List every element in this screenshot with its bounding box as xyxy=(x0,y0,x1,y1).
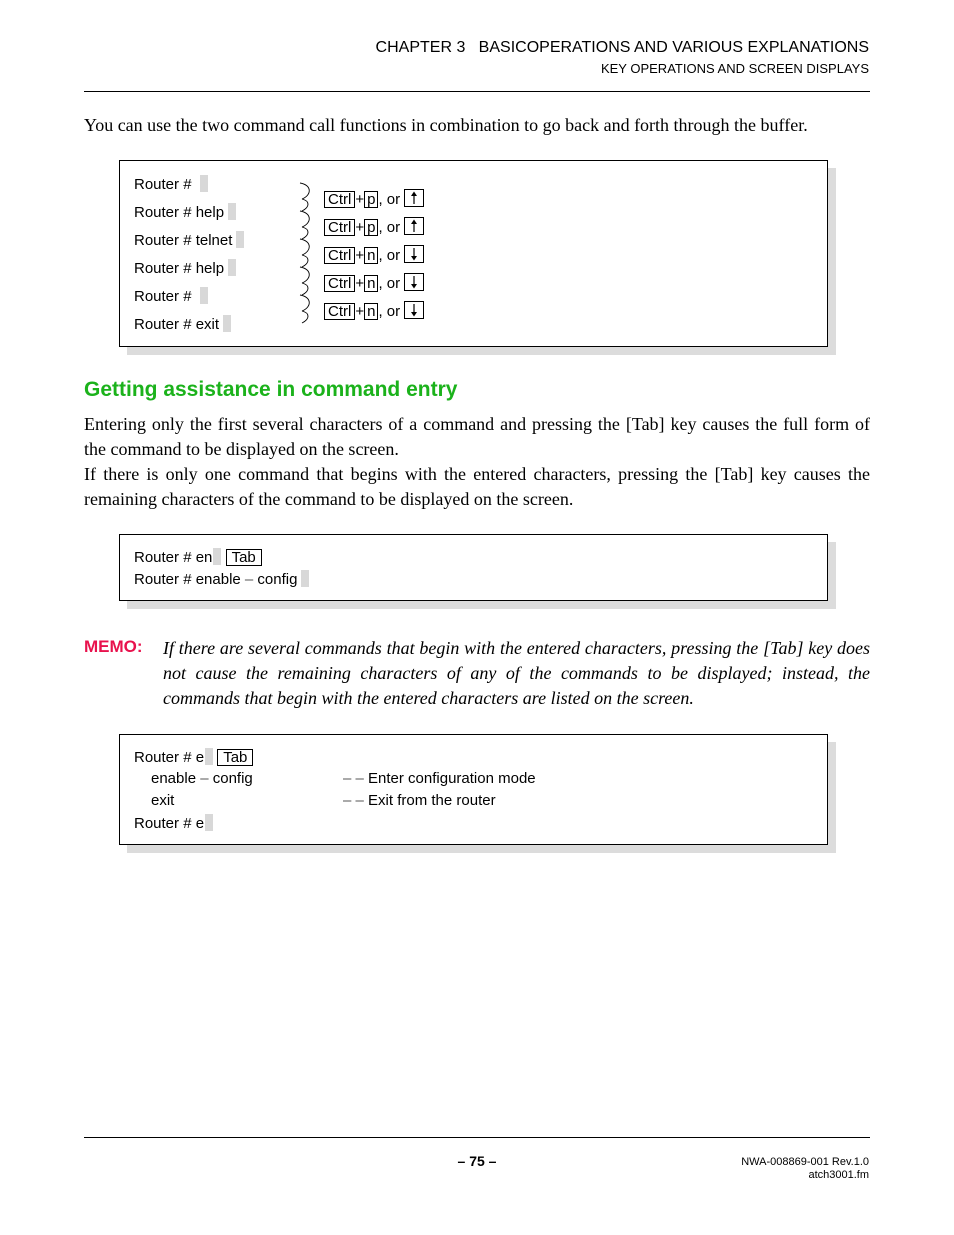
down-arrow-icon xyxy=(404,301,424,319)
ctrl-key: Ctrl xyxy=(324,303,355,320)
cursor-block xyxy=(200,287,208,304)
section-heading: Getting assistance in command entry xyxy=(84,378,458,401)
letter-key: n xyxy=(364,303,378,320)
history-line: Router # xyxy=(134,175,208,193)
memo-label: MEMO: xyxy=(84,637,143,656)
history-line: Router # telnet xyxy=(134,231,244,249)
terminal-line: Router # e xyxy=(134,814,213,832)
key-row: Ctrl + n , or xyxy=(324,273,424,292)
chapter-title: CHAPTER 3 BASICOPERATIONS AND VARIOUS EXPLANATIONS xyxy=(375,39,869,56)
cursor-block xyxy=(301,570,309,587)
cursor-block xyxy=(223,315,231,332)
command-name: enable – config xyxy=(151,770,253,787)
memo-text: If there are several commands that begin with the entered characters, pressing the [Tab] key does not cause the remaining characters of any of the commands to be displayed; instead, the commands that begin with the entered characters are listed on the screen. xyxy=(163,638,870,708)
letter-key: n xyxy=(364,247,378,264)
key-row: Ctrl + n , or xyxy=(324,245,424,264)
key-row: Ctrl + n , or xyxy=(324,301,424,320)
cursor-block xyxy=(228,259,236,276)
doc-filename: atch3001.fm xyxy=(808,1169,869,1181)
page-number: – 75 – xyxy=(457,1153,497,1169)
ctrl-key: Ctrl xyxy=(324,275,355,292)
doc-revision: NWA-008869-001 Rev.1.0 xyxy=(741,1156,869,1168)
section-title: KEY OPERATIONS AND SCREEN DISPLAYS xyxy=(600,61,869,76)
command-name: exit xyxy=(151,792,175,809)
footer-rule xyxy=(84,1137,870,1138)
history-example-box xyxy=(119,160,828,347)
command-description: – – Enter configuration mode xyxy=(343,770,536,787)
ctrl-key: Ctrl xyxy=(324,191,355,208)
document-id xyxy=(741,1156,869,1182)
cursor-block xyxy=(213,548,221,565)
intro-paragraph: You can use the two command call functions in combination to go back and forth through the buffer. xyxy=(84,115,808,135)
history-line: Router # help xyxy=(134,203,236,221)
history-line: Router # exit xyxy=(134,315,231,333)
paragraph-tab-remaining: If there is only one command that begins with the entered characters, pressing the [Tab] key causes the remaining characters of the command to be displayed on the screen. xyxy=(84,464,870,509)
header-rule xyxy=(84,91,870,92)
terminal-line: Router # e Tab xyxy=(134,748,253,766)
cursor-block xyxy=(236,231,244,248)
letter-key: p xyxy=(364,191,378,208)
cursor-block xyxy=(205,814,213,831)
history-line: Router # help xyxy=(134,259,236,277)
down-arrow-icon xyxy=(404,245,424,263)
ctrl-key: Ctrl xyxy=(324,247,355,264)
list-example-box xyxy=(119,734,828,845)
letter-key: p xyxy=(364,219,378,236)
cursor-block xyxy=(200,175,208,192)
paragraph-tab-full-form: Entering only the first several characters of a command and pressing the [Tab] key causes the full form of the command to be displayed on the screen. xyxy=(84,414,870,459)
up-arrow-icon xyxy=(404,217,424,235)
command-description: – – Exit from the router xyxy=(343,792,496,809)
cursor-block xyxy=(205,748,213,765)
down-arrow-icon xyxy=(404,273,424,291)
tab-key: Tab xyxy=(226,549,262,566)
loop-arrow-icon xyxy=(296,181,316,329)
up-arrow-icon xyxy=(404,189,424,207)
letter-key: n xyxy=(364,275,378,292)
tab-key: Tab xyxy=(217,749,253,766)
tab-example-box xyxy=(119,534,828,601)
ctrl-key: Ctrl xyxy=(324,219,355,236)
key-row: Ctrl + p , or xyxy=(324,189,424,208)
history-line: Router # xyxy=(134,287,208,305)
terminal-line: Router # en Tab xyxy=(134,548,262,566)
key-row: Ctrl + p , or xyxy=(324,217,424,236)
cursor-block xyxy=(228,203,236,220)
terminal-line: Router # enable – config xyxy=(134,570,309,588)
